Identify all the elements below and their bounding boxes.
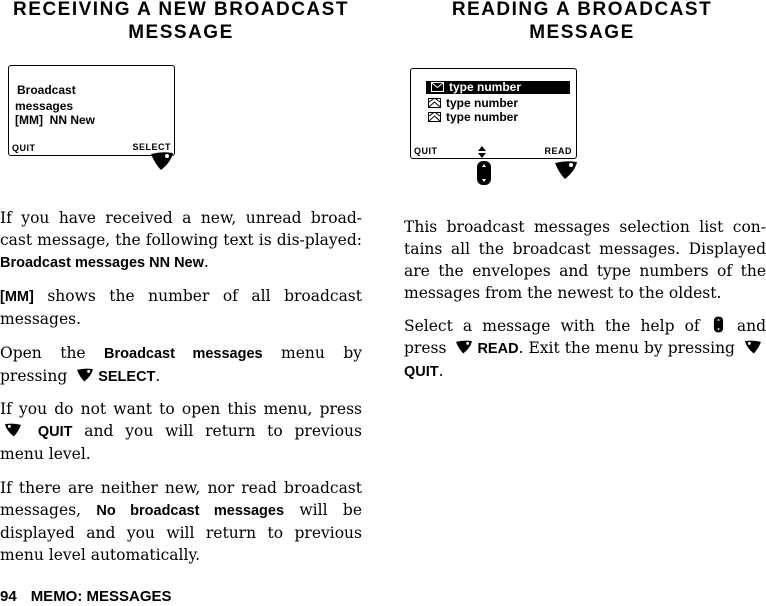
message-count-new: NN New [49,113,95,127]
heading-line-2: MESSAGE [529,22,635,43]
phone-screen-broadcast-list [410,68,577,159]
paragraph-select-message [404,315,766,383]
list-item-label: type number [446,110,519,124]
phone-screen-new-broadcast [8,65,175,156]
page-footer [0,588,172,606]
softkey-select-label: SELECT [132,142,171,152]
screen-line-broadcast: Broadcast [17,83,76,97]
envelope-closed-icon [431,82,444,92]
heading-line-1: READING A BROADCAST [451,0,713,20]
display-text-bold: Broadcast messages NN New [0,255,204,271]
paragraph-text: shows the number of all broadcast messages. [0,287,362,328]
paragraph-mm-count [0,285,362,330]
display-text-bold: No broadcast messages [96,503,285,519]
soft-key-right-icon [75,367,95,383]
soft-key-left-icon [3,422,23,438]
soft-key-left-icon [743,339,763,355]
section-heading-receiving [0,0,362,44]
mm-label: [MM] [0,289,34,305]
menu-name: Broadcast messages [104,346,263,362]
section-heading-reading [398,0,766,44]
softkey-quit-label: QUIT [12,143,36,153]
list-item-label: type number [449,80,522,94]
list-item [428,110,518,124]
page-number: 94 [0,588,17,605]
up-down-arrows-icon [478,146,486,158]
paragraph-text: and you will return to previous menu level. [0,422,362,463]
key-label-select: SELECT [98,369,156,385]
paragraph-new-message [0,207,362,274]
list-item-selected [426,81,570,94]
key-label-quit: QUIT [404,364,439,380]
scroll-key-icon [713,316,724,333]
punctuation: . [203,253,209,271]
envelope-open-icon [428,112,441,122]
key-label-read: READ [477,341,519,357]
envelope-open-icon [428,98,441,108]
paragraph-text: . Exit the menu by pressing [518,339,735,357]
soft-key-right-icon [553,159,579,181]
punctuation: . [155,367,161,385]
list-item-label: type number [446,96,519,110]
punctuation: . [438,362,444,380]
message-count-total: [MM] [15,113,43,127]
key-label-quit: QUIT [37,424,73,440]
paragraph-text: menu by pressing [0,344,362,385]
paragraph-text: Open the [0,344,105,362]
list-item [428,96,518,110]
paragraph-no-messages [0,477,362,566]
soft-key-right-icon [454,339,474,355]
paragraph-quit-option [0,398,362,465]
soft-key-right-icon [149,150,175,172]
paragraph-text: If you do not want to open this menu, press [0,400,362,418]
paragraph-text: will be displayed and you will return to previous menu level automatically. [0,501,362,564]
softkey-quit-label: QUIT [414,146,438,156]
heading-line-1: RECEIVING A NEW BROADCAST [13,0,349,20]
screen-line-count [15,113,95,128]
paragraph-selection-list [404,216,766,304]
paragraph-text: If you have received a new, unread broad-cast message, the following text is dis-played: [0,209,362,249]
heading-line-2: MESSAGE [128,22,234,43]
section-title: MEMO: MESSAGES [30,588,172,605]
screen-line-messages: messages [15,99,74,113]
softkey-read-label: READ [544,146,572,156]
paragraph-open-menu [0,342,362,388]
paragraph-text: If there are neither new, nor read broadcast messages, [0,479,362,519]
paragraph-text: Select a message with the help of [404,317,700,335]
scroll-key-icon [476,160,492,186]
paragraph-text: and press [404,317,766,357]
paragraph-text: This broadcast messages selection list con-tains all the broadcast messages. Displayed are the envelopes and type numbers of the messages from the newest to the oldest. [404,218,766,302]
